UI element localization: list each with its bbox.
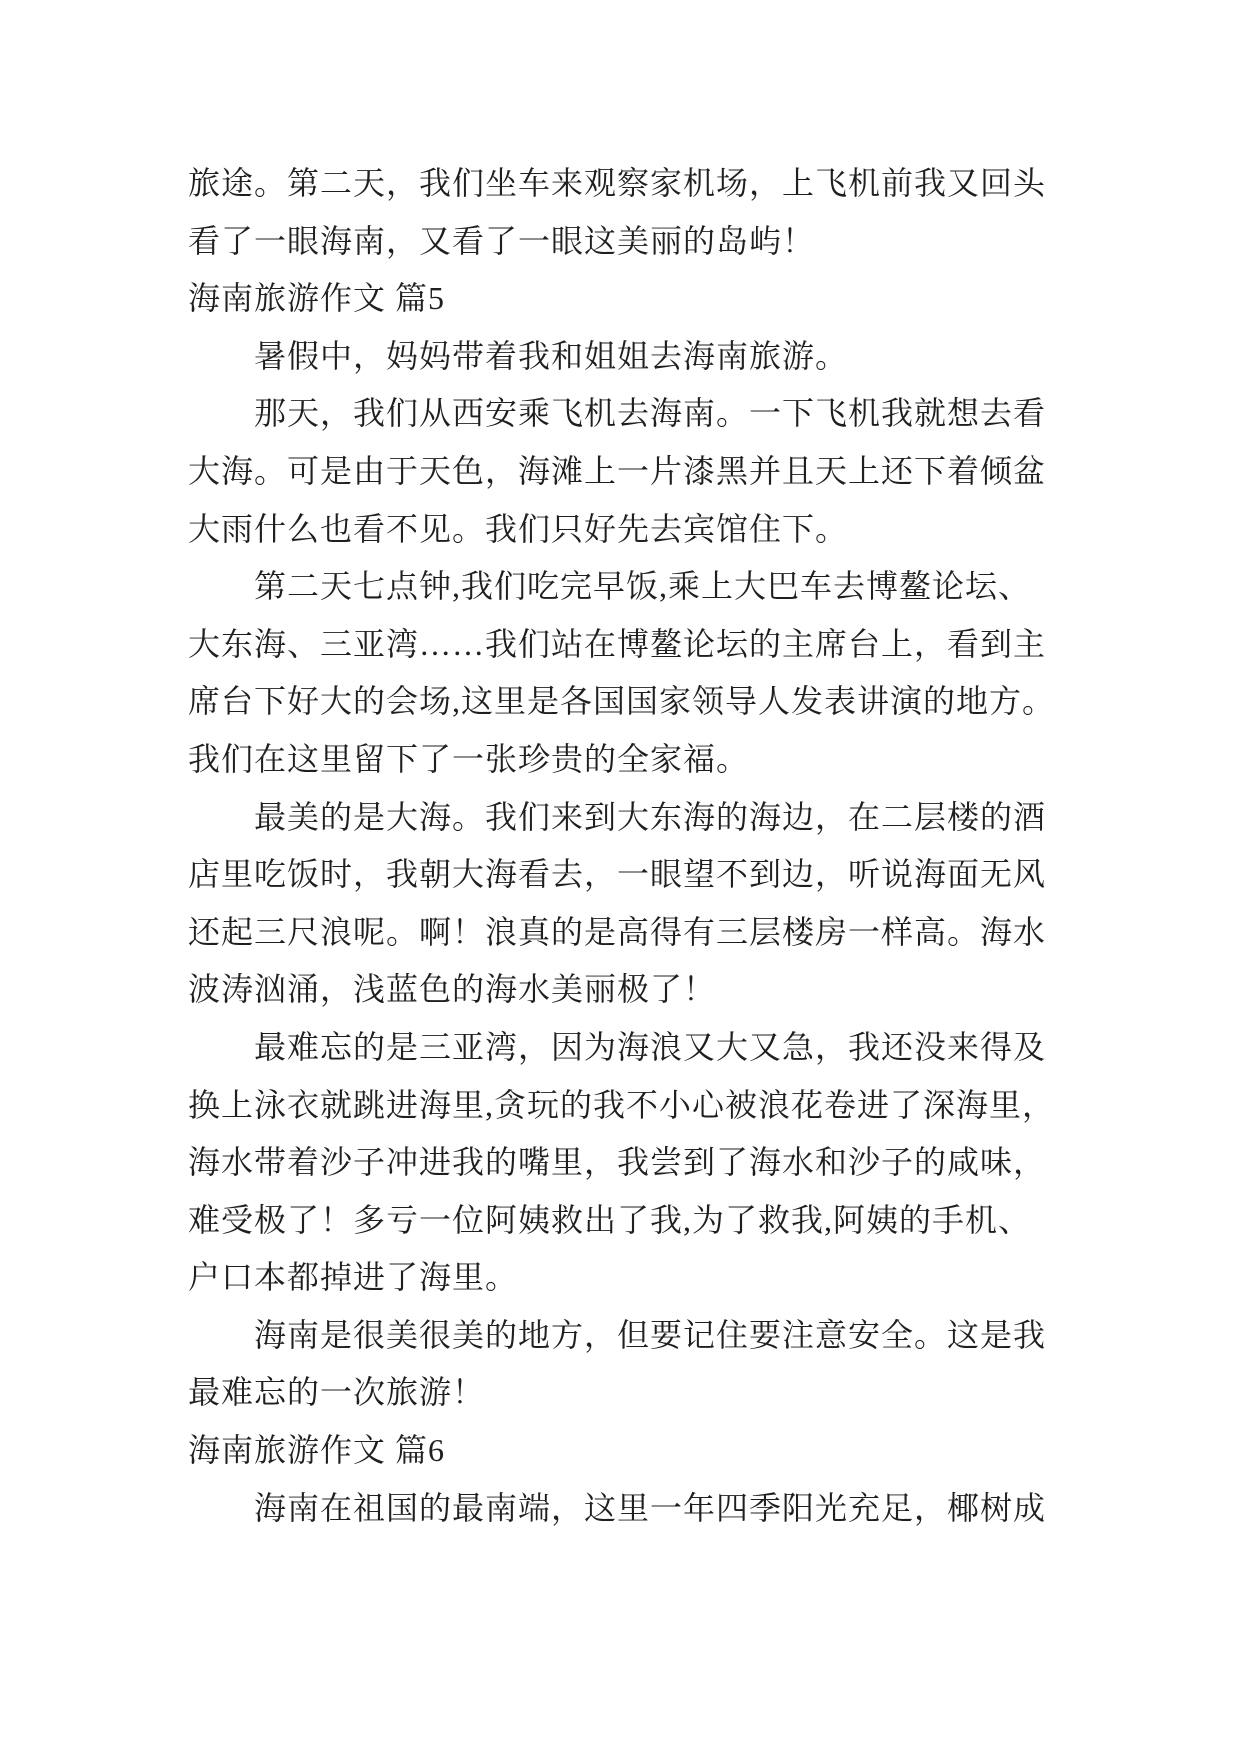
text-line: 大雨什么也看不见。我们只好先去宾馆住下。	[188, 510, 849, 547]
text-line: 波涛汹涌，浅蓝色的海水美丽极了！	[188, 971, 717, 1008]
text-line: 大海。可是由于天色，海滩上一片漆黑并且天上还下着倾盆	[188, 452, 1047, 489]
text-line: 海水带着沙子冲进我的嘴里，我尝到了海水和沙子的咸味，	[188, 1144, 1047, 1181]
text-line: 第二天七点钟,我们吃完早饭,乘上大巴车去博鳌论坛、	[254, 568, 1032, 605]
text-line: 旅途。第二天，我们坐车来观察家机场，上飞机前我又回头	[188, 165, 1047, 201]
text-line: 海南在祖国的最南端，这里一年四季阳光充足，椰树成	[254, 1489, 1047, 1526]
text-line: 最美的是大海。我们来到大东海的海边，在二层楼的酒	[254, 798, 1047, 835]
text-line: 看了一眼海南，又看了一眼这美丽的岛屿！	[188, 222, 816, 259]
text-line: 大东海、三亚湾……我们站在博鳌论坛的主席台上，看到主	[188, 625, 1047, 662]
text-line: 海南是很美很美的地方，但要记住要注意安全。这是我	[254, 1316, 1047, 1353]
section-heading: 海南旅游作文 篇6	[188, 1432, 446, 1469]
essay-text-block	[188, 155, 1098, 1537]
text-line: 换上泳衣就跳进海里,贪玩的我不小心被浪花卷进了深海里，	[188, 1086, 1056, 1123]
text-line: 还起三尺浪呢。啊！浪真的是高得有三层楼房一样高。海水	[188, 913, 1047, 950]
text-line: 那天，我们从西安乘飞机去海南。一下飞机我就想去看	[254, 395, 1047, 432]
text-line: 席台下好大的会场,这里是各国国家领导人发表讲演的地方。	[188, 683, 1056, 720]
text-line: 最难忘的一次旅游！	[188, 1374, 486, 1411]
text-line: 最难忘的是三亚湾，因为海浪又大又急，我还没来得及	[254, 1028, 1047, 1065]
text-line: 我们在这里留下了一张珍贵的全家福。	[188, 740, 750, 777]
section-heading: 海南旅游作文 篇5	[188, 280, 446, 317]
text-line: 户口本都掉进了海里。	[188, 1259, 519, 1296]
text-line: 难受极了！多亏一位阿姨救出了我,为了救我,阿姨的手机、	[188, 1201, 1032, 1238]
text-line: 店里吃饭时，我朝大海看去，一眼望不到边，听说海面无风	[188, 856, 1047, 893]
text-line: 暑假中，妈妈带着我和姐姐去海南旅游。	[254, 337, 849, 374]
